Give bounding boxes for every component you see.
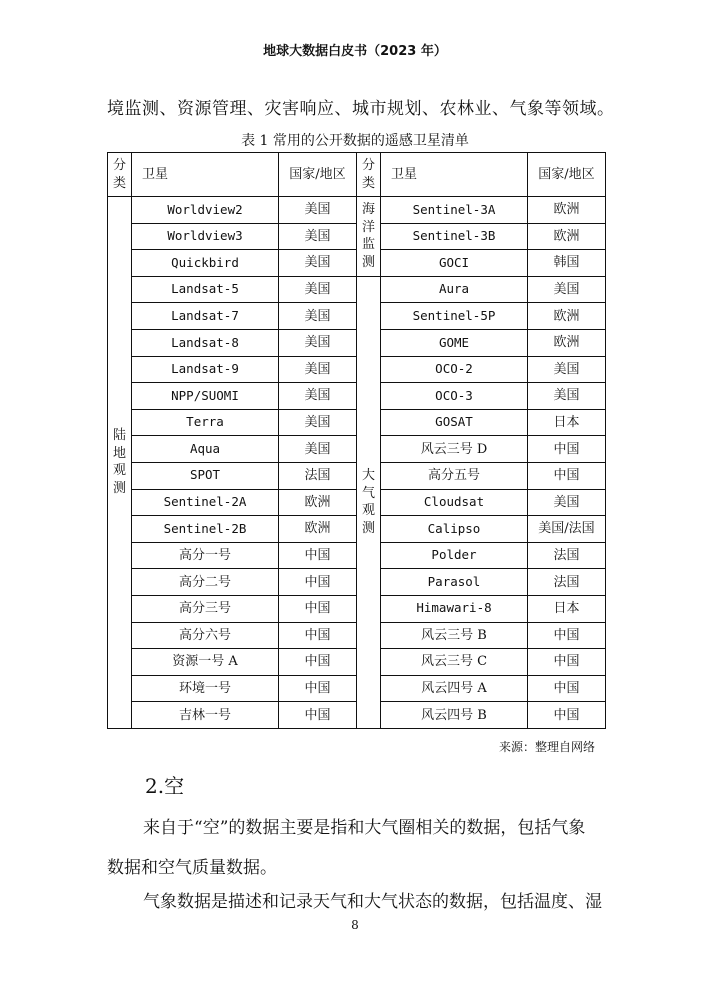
satellite-name: Landsat-5 xyxy=(132,276,279,303)
satellite-country: 中国 xyxy=(528,702,606,729)
satellite-name: Quickbird xyxy=(132,250,279,277)
satellite-country: 美国 xyxy=(528,276,606,303)
satellite-name: 吉林一号 xyxy=(132,702,279,729)
satellite-name: Cloudsat xyxy=(381,489,528,516)
satellite-country: 美国 xyxy=(279,223,357,250)
satellite-name: Landsat-8 xyxy=(132,329,279,356)
satellite-country: 美国 xyxy=(279,303,357,330)
satellite-country: 中国 xyxy=(279,675,357,702)
satellite-country: 美国 xyxy=(279,383,357,410)
satellite-name: Himawari-8 xyxy=(381,595,528,622)
intro-text-line: 境监测、资源管理、灾害响应、城市规划、农林业、气象等领域。 xyxy=(107,99,615,119)
table-row xyxy=(108,197,606,224)
page-number: 8 xyxy=(351,918,359,932)
satellite-country: 美国 xyxy=(528,356,606,383)
satellite-country: 韩国 xyxy=(528,250,606,277)
satellite-name: Landsat-9 xyxy=(132,356,279,383)
header-category xyxy=(108,153,132,197)
header-category-right-text: 分类 xyxy=(361,157,375,191)
satellite-name: 风云三号 B xyxy=(381,622,528,649)
satellite-name: 资源一号 A xyxy=(132,649,279,676)
satellite-country: 中国 xyxy=(279,622,357,649)
satellite-name: Sentinel-5P xyxy=(381,303,528,330)
satellite-table-body xyxy=(108,153,606,729)
satellite-country: 法国 xyxy=(279,462,357,489)
satellite-name: 高分一号 xyxy=(132,542,279,569)
satellite-country: 法国 xyxy=(528,542,606,569)
satellite-country: 美国 xyxy=(279,250,357,277)
satellite-country: 中国 xyxy=(528,649,606,676)
satellite-name: SPOT xyxy=(132,462,279,489)
satellite-country: 欧洲 xyxy=(279,516,357,543)
satellite-name: Sentinel-2A xyxy=(132,489,279,516)
satellite-country: 中国 xyxy=(528,675,606,702)
header-satellite-right: 卫星 xyxy=(381,153,528,197)
header-category-text: 分类 xyxy=(112,157,126,191)
satellite-country: 中国 xyxy=(279,569,357,596)
satellite-country: 美国 xyxy=(279,409,357,436)
running-header: 地球大数据白皮书（2023 年） xyxy=(263,44,447,59)
satellite-name: Sentinel-2B xyxy=(132,516,279,543)
satellite-country: 中国 xyxy=(528,622,606,649)
satellite-country: 中国 xyxy=(279,649,357,676)
satellite-country: 美国 xyxy=(279,276,357,303)
satellite-name: GOME xyxy=(381,329,528,356)
satellite-name: NPP/SUOMI xyxy=(132,383,279,410)
satellite-country: 美国 xyxy=(528,383,606,410)
category-land-text: 陆地观测 xyxy=(112,428,126,496)
header-country: 国家/地区 xyxy=(279,153,357,197)
paragraph: 气象数据是描述和记录天气和大气状态的数据，包括温度、湿 xyxy=(143,892,602,912)
table-caption: 表 1 常用的公开数据的遥感卫星清单 xyxy=(241,133,469,149)
satellite-name: Calipso xyxy=(381,516,528,543)
satellite-country: 中国 xyxy=(528,436,606,463)
satellite-country: 欧洲 xyxy=(528,303,606,330)
satellite-name: 高分六号 xyxy=(132,622,279,649)
satellite-name: 风云三号 D xyxy=(381,436,528,463)
satellite-country: 美国 xyxy=(279,436,357,463)
satellite-table xyxy=(107,152,606,729)
satellite-name: 高分二号 xyxy=(132,569,279,596)
satellite-country: 欧洲 xyxy=(528,197,606,224)
satellite-country: 欧洲 xyxy=(528,329,606,356)
satellite-name: Sentinel-3A xyxy=(381,197,528,224)
satellite-country: 中国 xyxy=(279,542,357,569)
satellite-name: OCO-3 xyxy=(381,383,528,410)
satellite-name: Terra xyxy=(132,409,279,436)
satellite-name: 风云四号 B xyxy=(381,702,528,729)
satellite-name: Worldview2 xyxy=(132,197,279,224)
satellite-name: 高分三号 xyxy=(132,595,279,622)
satellite-name: Aqua xyxy=(132,436,279,463)
category-atmosphere-text: 大气观测 xyxy=(361,468,375,536)
satellite-country: 美国 xyxy=(279,329,357,356)
satellite-country: 欧洲 xyxy=(528,223,606,250)
satellite-name: GOCI xyxy=(381,250,528,277)
category-ocean xyxy=(357,197,381,277)
section-heading: 2.空 xyxy=(145,774,185,798)
satellite-name: Aura xyxy=(381,276,528,303)
satellite-country: 日本 xyxy=(528,409,606,436)
header-country-right: 国家/地区 xyxy=(528,153,606,197)
table-header-row xyxy=(108,153,606,197)
table-source-note: 来源：整理自网络 xyxy=(498,740,595,754)
satellite-name: 环境一号 xyxy=(132,675,279,702)
header-satellite: 卫星 xyxy=(132,153,279,197)
satellite-country: 中国 xyxy=(279,702,357,729)
satellite-country: 美国 xyxy=(279,356,357,383)
header-category-right xyxy=(357,153,381,197)
satellite-country: 中国 xyxy=(528,462,606,489)
satellite-name: 风云四号 A xyxy=(381,675,528,702)
satellite-country: 美国 xyxy=(528,489,606,516)
satellite-country: 欧洲 xyxy=(279,489,357,516)
paragraph: 来自于“空”的数据主要是指和大气圈相关的数据，包括气象数据和空气质量数据。 xyxy=(107,818,586,878)
satellite-name: Worldview3 xyxy=(132,223,279,250)
satellite-country: 美国/法国 xyxy=(528,516,606,543)
satellite-name: OCO-2 xyxy=(381,356,528,383)
category-land xyxy=(108,197,132,729)
satellite-name: GOSAT xyxy=(381,409,528,436)
satellite-country: 中国 xyxy=(279,595,357,622)
category-ocean-text: 海洋监测 xyxy=(361,202,375,270)
satellite-country: 美国 xyxy=(279,197,357,224)
satellite-name: Polder xyxy=(381,542,528,569)
satellite-name: Landsat-7 xyxy=(132,303,279,330)
satellite-name: Sentinel-3B xyxy=(381,223,528,250)
satellite-name: Parasol xyxy=(381,569,528,596)
category-atmosphere xyxy=(357,276,381,728)
satellite-name: 风云三号 C xyxy=(381,649,528,676)
satellite-name: 高分五号 xyxy=(381,462,528,489)
satellite-country: 法国 xyxy=(528,569,606,596)
table-row xyxy=(108,276,606,303)
satellite-country: 日本 xyxy=(528,595,606,622)
